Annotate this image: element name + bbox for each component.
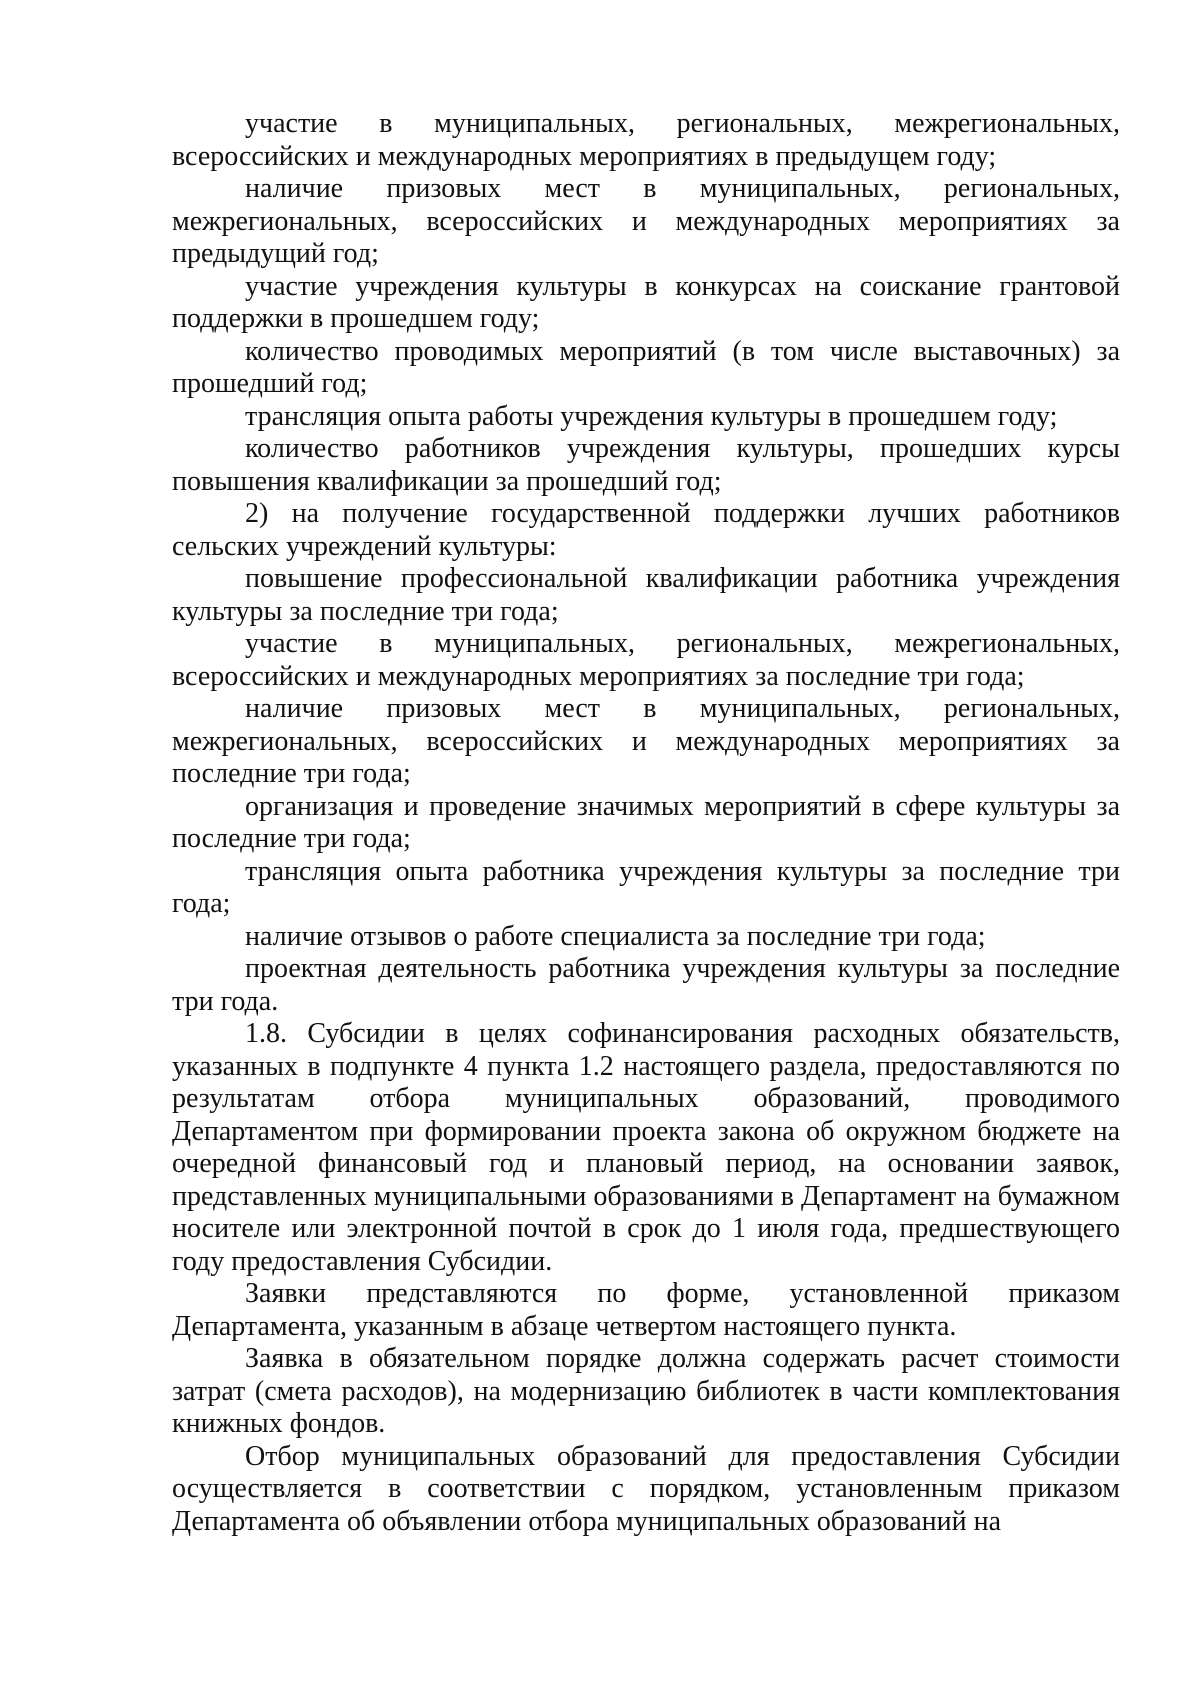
paragraph: 1.8. Субсидии в целях софинансирования расходных обязательств, указанных в подпункте 4 пункта 1.2 настоящего раздела, предоставляются по результатам отбора муниципальных образований, проводимого Департаментом при формировании проекта закона об окружном бюджете на очередной финансовый год и плановый период, на основании заявок, представленных муниципальными образованиями в Департамент на бумажном носителе или электронной почтой в срок до 1 июля года, предшествующего году предоставления Субсидии. <box>172 1018 1120 1277</box>
document-page <box>172 108 1120 1538</box>
paragraph: трансляция опыта работы учреждения культуры в прошедшем году; <box>245 400 1058 432</box>
paragraph: количество проводимых мероприятий (в том числе выставочных) за прошедший год; <box>172 335 1120 399</box>
paragraph: организация и проведение значимых мероприятий в сфере культуры за последние три года; <box>172 790 1120 854</box>
paragraph: проектная деятельность работника учреждения культуры за последние три года. <box>172 953 1120 1017</box>
paragraph: Заявки представляются по форме, установленной приказом Департамента, указанным в абзаце четвертом настоящего пункта. <box>172 1278 1120 1342</box>
paragraph: Отбор муниципальных образований для предоставления Субсидии осуществляется в соответствии с порядком, установленным приказом Департамента об объявлении отбора муниципальных образований на <box>172 1440 1120 1537</box>
paragraph: участие учреждения культуры в конкурсах на соискание грантовой поддержки в прошедшем году; <box>172 270 1120 334</box>
paragraph: 2) на получение государственной поддержки лучших работников сельских учреждений культуры: <box>172 498 1120 562</box>
paragraph: Заявка в обязательном порядке должна содержать расчет стоимости затрат (смета расходов), на модернизацию библиотек в части комплектования книжных фондов. <box>172 1343 1120 1439</box>
paragraph: наличие призовых мест в муниципальных, региональных, межрегиональных, всероссийских и международных мероприятиях за предыдущий год; <box>172 173 1120 269</box>
paragraph: наличие отзывов о работе специалиста за последние три года; <box>245 920 986 952</box>
paragraph: трансляция опыта работника учреждения культуры за последние три года; <box>172 855 1120 919</box>
paragraph: повышение профессиональной квалификации работника учреждения культуры за последние три года; <box>172 563 1120 627</box>
paragraph: наличие призовых мест в муниципальных, региональных, межрегиональных, всероссийских и международных мероприятиях за последние три года; <box>172 693 1120 789</box>
paragraph: количество работников учреждения культуры, прошедших курсы повышения квалификации за прошедший год; <box>172 433 1120 497</box>
paragraph: участие в муниципальных, региональных, межрегиональных, всероссийских и международных мероприятиях в предыдущем году; <box>172 108 1120 172</box>
paragraph: участие в муниципальных, региональных, межрегиональных, всероссийских и международных мероприятиях за последние три года; <box>172 628 1120 692</box>
